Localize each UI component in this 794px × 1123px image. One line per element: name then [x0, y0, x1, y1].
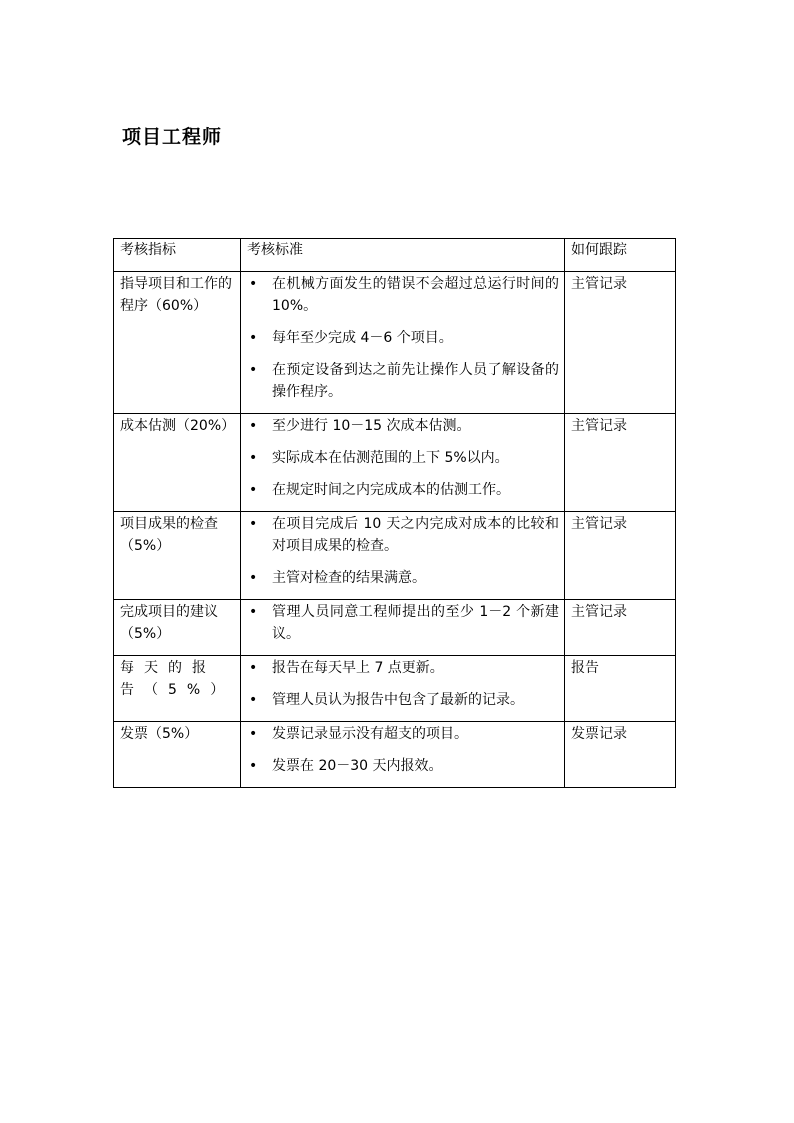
- criteria-cell: [241, 600, 565, 656]
- metric-cell: 完成项目的建议（5%）: [114, 600, 241, 656]
- header-criteria: 考核标准: [241, 239, 565, 272]
- bullet-icon: •: [249, 418, 258, 434]
- table-row: [114, 512, 676, 600]
- bullet-icon: •: [249, 758, 258, 774]
- criteria-cell: [241, 656, 565, 722]
- metric-cell: 发票（5%）: [114, 722, 241, 788]
- table-header-row: [114, 239, 676, 272]
- criteria-item: • 至少进行 10－15 次成本估测。: [247, 415, 559, 437]
- bullet-icon: •: [249, 330, 258, 346]
- table-row: [114, 272, 676, 414]
- metric-cell: 每天的报告（5%）: [114, 656, 241, 722]
- bullet-icon: •: [249, 570, 258, 586]
- tracking-cell: 主管记录: [565, 512, 676, 600]
- criteria-item: • 在规定时间之内完成成本的估测工作。: [247, 479, 559, 501]
- criteria-item: • 发票在 20－30 天内报效。: [247, 755, 559, 777]
- tracking-cell: 报告: [565, 656, 676, 722]
- bullet-icon: •: [249, 482, 258, 498]
- evaluation-table: [113, 238, 676, 788]
- bullet-icon: •: [249, 516, 258, 532]
- bullet-icon: •: [249, 660, 258, 676]
- header-tracking: 如何跟踪: [565, 239, 676, 272]
- metric-cell: 指导项目和工作的程序（60%）: [114, 272, 241, 414]
- criteria-cell: [241, 512, 565, 600]
- criteria-item: • 报告在每天早上 7 点更新。: [247, 657, 559, 679]
- header-metric: 考核指标: [114, 239, 241, 272]
- criteria-item: • 在机械方面发生的错误不会超过总运行时间的 10%。: [247, 273, 559, 317]
- tracking-cell: 主管记录: [565, 414, 676, 512]
- metric-cell: 项目成果的检查（5%）: [114, 512, 241, 600]
- tracking-cell: 主管记录: [565, 600, 676, 656]
- page-title: 项目工程师: [122, 126, 223, 148]
- table-row: [114, 600, 676, 656]
- criteria-cell: [241, 722, 565, 788]
- criteria-item: • 每年至少完成 4－6 个项目。: [247, 327, 559, 349]
- criteria-item: • 管理人员认为报告中包含了最新的记录。: [247, 689, 559, 711]
- criteria-item: • 在项目完成后 10 天之内完成对成本的比较和对项目成果的检查。: [247, 513, 559, 557]
- metric-cell: 成本估测（20%）: [114, 414, 241, 512]
- bullet-icon: •: [249, 726, 258, 742]
- table-row: [114, 656, 676, 722]
- criteria-item: • 发票记录显示没有超支的项目。: [247, 723, 559, 745]
- criteria-item: • 实际成本在估测范围的上下 5%以内。: [247, 447, 559, 469]
- criteria-cell: [241, 414, 565, 512]
- bullet-icon: •: [249, 362, 258, 378]
- criteria-item: • 主管对检查的结果满意。: [247, 567, 559, 589]
- bullet-icon: •: [249, 276, 258, 292]
- bullet-icon: •: [249, 450, 258, 466]
- bullet-icon: •: [249, 604, 258, 620]
- criteria-cell: [241, 272, 565, 414]
- criteria-item: • 在预定设备到达之前先让操作人员了解设备的操作程序。: [247, 359, 559, 403]
- criteria-item: • 管理人员同意工程师提出的至少 1－2 个新建议。: [247, 601, 559, 645]
- tracking-cell: 主管记录: [565, 272, 676, 414]
- bullet-icon: •: [249, 692, 258, 708]
- table-row: [114, 722, 676, 788]
- tracking-cell: 发票记录: [565, 722, 676, 788]
- table-row: [114, 414, 676, 512]
